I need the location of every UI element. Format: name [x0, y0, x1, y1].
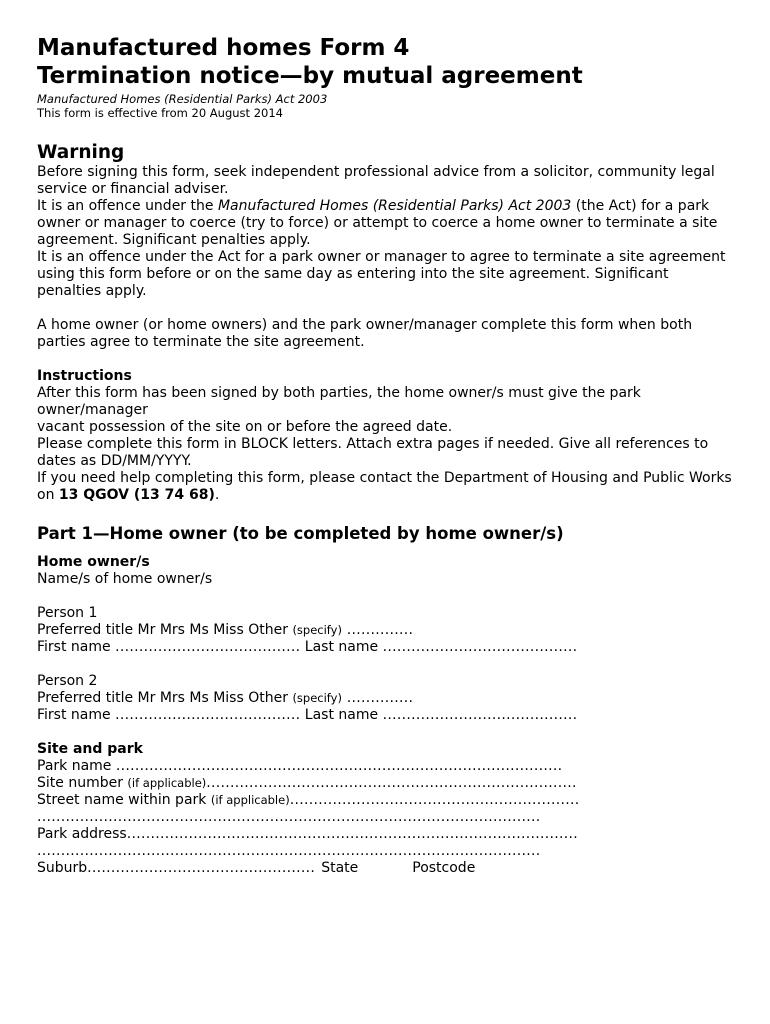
warning-paragraph-4: A home owner (or home owners) and the park owner/manager complete this form when both parties agree to terminate the site agreement. — [37, 317, 693, 350]
form-title — [37, 34, 737, 90]
person-1-name-row — [37, 639, 737, 656]
effective-date: This form is effective from 20 August 2014 — [37, 106, 283, 120]
part-1-heading: Part 1—Home owner (to be completed by home owner/s) — [37, 524, 564, 543]
suburb-blank[interactable]: ................................................ — [87, 860, 316, 876]
park-address-label: Park address — [37, 826, 127, 842]
person-2-first-name-blank[interactable]: ....................................... — [115, 707, 301, 723]
person-2-title-field[interactable] — [37, 690, 737, 707]
instructions-line-3: Please complete this form in BLOCK letters. Attach extra pages if needed. Give all references to dates as DD/MM/YYYY. — [37, 436, 709, 469]
postcode-label: Postcode — [412, 860, 476, 876]
instructions-line-1: After this form has been signed by both parties, the home owner/s must give the park owner/manager — [37, 385, 641, 418]
home-owners-names-label: Name/s of home owner/s — [37, 571, 213, 587]
form-title-line-1: Manufactured homes Form 4 — [37, 35, 410, 61]
site-number-if-applicable: (if applicable) — [127, 776, 207, 790]
instructions-line-4 — [37, 470, 737, 504]
person-2-last-name-label: Last name — [300, 707, 383, 723]
person-2-specify-label: (specify) — [292, 691, 342, 705]
person-2-specify-blank[interactable]: .............. — [341, 690, 414, 706]
warning-heading: Warning — [37, 142, 125, 163]
street-name-continuation-blank[interactable]: .......................................................................................................... — [37, 809, 541, 825]
park-name-blank[interactable]: .............................................................................................. — [115, 758, 563, 774]
person-1-last-name-blank[interactable]: ......................................... — [382, 639, 578, 655]
form-page — [37, 34, 737, 877]
form-title-line-2: Termination notice—by mutual agreement — [37, 63, 583, 89]
warning-p2-text: It is an offence under the — [37, 198, 218, 214]
warning-p2-text-end: (the Act) for a park owner or manager to coerce (try to force) or attempt to coerce a home owner to terminate a site agreement. Significant penalties apply. — [37, 198, 718, 248]
park-name-row — [37, 758, 737, 775]
person-1-specify-label: (specify) — [292, 623, 342, 637]
person-2-name-row — [37, 707, 737, 724]
phone-number: 13 QGOV (13 74 68) — [58, 487, 215, 503]
person-2-title-label: Preferred title Mr Mrs Ms Miss Other — [37, 690, 288, 706]
site-and-park-heading: Site and park — [37, 741, 143, 757]
person-2-label: Person 2 — [37, 673, 98, 689]
warning-paragraph-1: Before signing this form, seek independent professional advice from a solicitor, community legal service or financial adviser. — [37, 164, 715, 197]
street-name-blank[interactable]: ............................................................. — [289, 792, 580, 808]
suburb-row — [37, 860, 737, 877]
warning-paragraph-2 — [37, 198, 737, 249]
instructions-help-text: If you need help completing this form, please contact the Department of Housing and Public Works on — [37, 470, 732, 503]
person-1-title-field[interactable] — [37, 622, 737, 639]
person-2-last-name-blank[interactable]: ......................................... — [382, 707, 578, 723]
site-number-blank[interactable]: .............................................................................. — [206, 775, 577, 791]
site-number-row — [37, 775, 737, 792]
home-owners-heading: Home owner/s — [37, 554, 150, 570]
act-reference: Manufactured Homes (Residential Parks) Act 2003 — [217, 198, 572, 214]
person-1-title-label: Preferred title Mr Mrs Ms Miss Other — [37, 622, 288, 638]
street-name-if-applicable: (if applicable) — [210, 793, 290, 807]
site-number-label: Site number — [37, 775, 128, 791]
instructions-line-2: vacant possession of the site on or before the agreed date. — [37, 419, 453, 435]
park-address-row — [37, 826, 737, 843]
act-name: Manufactured Homes (Residential Parks) Act 2003 — [37, 92, 328, 106]
street-name-label: Street name within park — [37, 792, 211, 808]
suburb-label: Suburb — [37, 860, 88, 876]
park-address-blank[interactable]: ............................................................................................... — [126, 826, 578, 842]
person-1-label: Person 1 — [37, 605, 98, 621]
park-address-continuation-blank[interactable]: .......................................................................................................... — [37, 843, 541, 859]
warning-paragraph-3: It is an offence under the Act for a park owner or manager to agree to terminate a site agreement using this form before or on the same day as entering into the site agreement. Significant penalties apply. — [37, 249, 726, 299]
person-1-last-name-label: Last name — [300, 639, 383, 655]
street-name-row — [37, 792, 737, 809]
state-label: State — [321, 860, 359, 876]
instructions-period: . — [214, 487, 220, 503]
person-1-first-name-label: First name — [37, 639, 116, 655]
person-1-first-name-blank[interactable]: ....................................... — [115, 639, 301, 655]
person-2-first-name-label: First name — [37, 707, 116, 723]
park-name-label: Park name — [37, 758, 116, 774]
person-1-specify-blank[interactable]: .............. — [341, 622, 414, 638]
instructions-heading: Instructions — [37, 368, 132, 384]
